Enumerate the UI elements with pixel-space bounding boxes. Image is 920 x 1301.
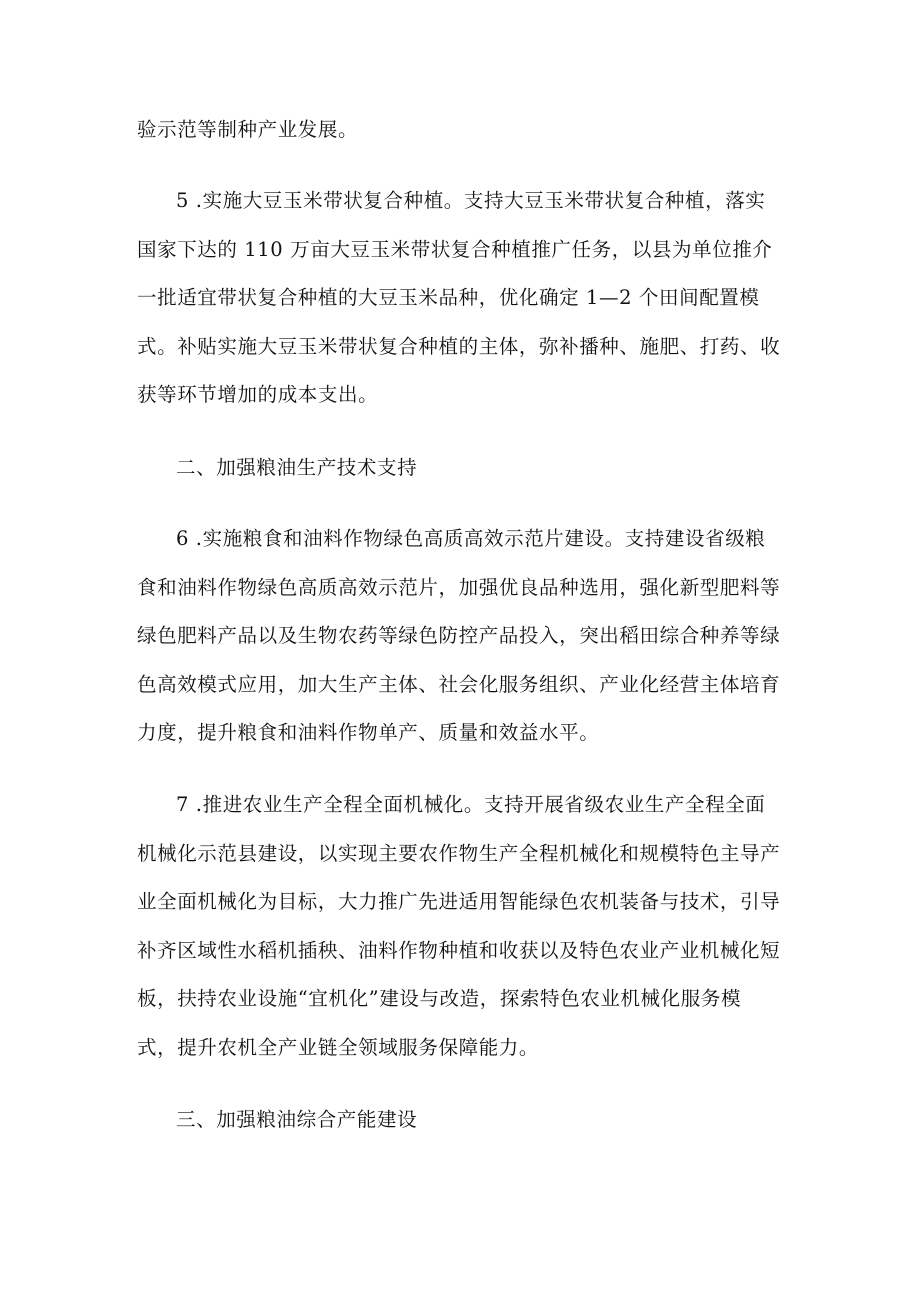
paragraph-7-line: 板，扶持农业设施“宜机化”建设与改造，探索特色农业机械化服务模 <box>137 987 742 1010</box>
paragraph-7-line: 业全面机械化为目标，大力推广先进适用智能绿色农机装备与技术，引导 <box>137 890 781 913</box>
paragraph-7-line: 式，提升农机全产业链全领域服务保障能力。 <box>137 1036 540 1059</box>
paragraph-7-line: 7 .推进农业生产全程全面机械化。支持开展省级农业生产全程全面 <box>176 793 766 816</box>
paragraph-5-line: 一批适宜带状复合种植的大豆玉米品种，优化确定 1—2 个田间配置模 <box>137 286 760 309</box>
paragraph-6-line: 力度，提升粮食和油料作物单产、质量和效益水平。 <box>137 721 600 744</box>
section-heading-2: 二、加强粮油生产技术支持 <box>176 456 418 479</box>
paragraph-6-line: 绿色肥料产品以及生物农药等绿色防控产品投入，突出稻田综合种养等绿 <box>137 624 781 647</box>
paragraph-7-line: 机械化示范县建设，以实现主要农作物生产全程机械化和规模特色主导产 <box>137 842 781 865</box>
paragraph-7-line: 补齐区域性水稻机插秧、油料作物种植和收获以及特色农业产业机械化短 <box>137 939 781 962</box>
paragraph-5-line: 5 .实施大豆玉米带状复合种植。支持大豆玉米带状复合种植，落实 <box>176 189 766 212</box>
paragraph-5-line: 获等环节增加的成本支出。 <box>137 383 379 406</box>
text-line: 验示范等制种产业发展。 <box>137 118 359 141</box>
paragraph-5-line: 式。补贴实施大豆玉米带状复合种植的主体，弥补播种、施肥、打药、收 <box>137 335 781 358</box>
paragraph-6-line: 6 .实施粮食和油料作物绿色高质高效示范片建设。支持建设省级粮 <box>176 527 766 550</box>
paragraph-5-line: 国家下达的 110 万亩大豆玉米带状复合种植推广任务，以县为单位推介 <box>137 238 773 261</box>
section-heading-3: 三、加强粮油综合产能建设 <box>176 1108 418 1131</box>
paragraph-6-line: 色高效模式应用，加大生产主体、社会化服务组织、产业化经营主体培育 <box>137 673 781 696</box>
paragraph-6-line: 食和油料作物绿色高质高效示范片，加强优良品种选用，强化新型肥料等 <box>137 576 781 599</box>
